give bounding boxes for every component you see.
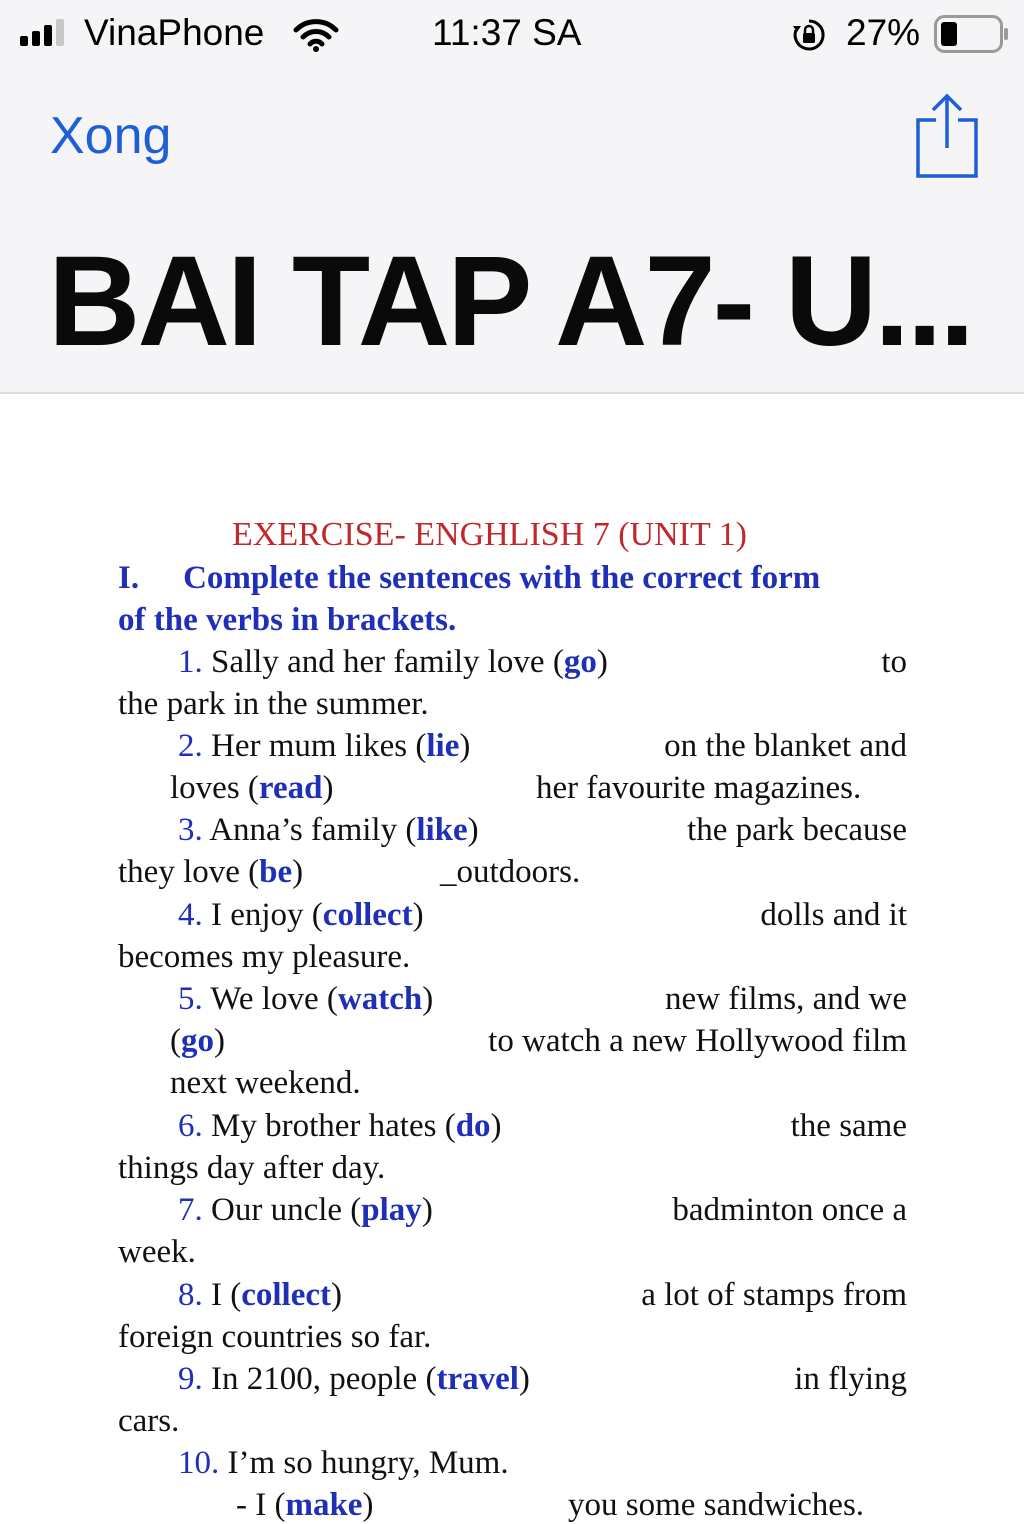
item-continuation: to bbox=[881, 644, 907, 680]
item-prompt: I’m so hungry, Mum. bbox=[227, 1445, 509, 1481]
exercise-item bbox=[178, 644, 608, 681]
item-continuation: dolls and it bbox=[760, 897, 907, 933]
verb-hint: play bbox=[361, 1192, 422, 1228]
exercise-item bbox=[178, 1361, 530, 1398]
item-bracket: ) bbox=[459, 728, 471, 764]
item-number: 8. bbox=[178, 1277, 203, 1313]
item-number: 10. bbox=[178, 1445, 220, 1481]
item-continuation: badminton once a bbox=[672, 1192, 907, 1228]
item-prompt: loves ( bbox=[170, 770, 259, 806]
item-number: 7. bbox=[178, 1192, 203, 1228]
item-continuation: to watch a new Hollywood film bbox=[488, 1023, 907, 1059]
exercise-title: EXERCISE- ENGHLISH 7 (UNIT 1) bbox=[232, 516, 747, 553]
exercise-item bbox=[178, 1192, 433, 1229]
item-bracket: ) bbox=[490, 1108, 502, 1144]
verb-hint: go bbox=[563, 644, 597, 680]
section-heading-line2: of the verbs in brackets. bbox=[118, 602, 457, 638]
exercise-item bbox=[178, 981, 433, 1018]
item-continuation: the park because bbox=[687, 812, 907, 848]
item-continuation: on the blanket and bbox=[664, 728, 907, 764]
verb-hint: do bbox=[455, 1108, 491, 1144]
item-continuation: the same bbox=[790, 1108, 907, 1144]
exercise-item bbox=[178, 897, 424, 934]
item-line-2 bbox=[170, 770, 333, 807]
item-bracket: ) bbox=[322, 770, 334, 806]
item-continuation: her favourite magazines. bbox=[536, 770, 862, 806]
share-icon[interactable] bbox=[914, 92, 980, 180]
item-bracket: ) bbox=[421, 1192, 433, 1228]
item-number: 1. bbox=[178, 644, 203, 680]
item-line-2: week. bbox=[118, 1234, 196, 1270]
item-prompt: they love ( bbox=[118, 854, 260, 890]
item-prompt: I ( bbox=[211, 1277, 242, 1313]
item-bracket: ) bbox=[467, 812, 479, 848]
done-button[interactable]: Xong bbox=[50, 107, 172, 165]
item-prompt: I enjoy ( bbox=[211, 897, 323, 933]
item-line-2 bbox=[170, 1023, 225, 1060]
item-prompt: Sally and her family love ( bbox=[211, 644, 564, 680]
exercise-item bbox=[178, 1108, 502, 1145]
item-prompt: My brother hates ( bbox=[211, 1108, 456, 1144]
verb-hint: lie bbox=[426, 728, 460, 764]
item-bracket: ) bbox=[518, 1361, 530, 1397]
item-continuation: _outdoors. bbox=[440, 854, 581, 890]
exercise-item bbox=[178, 1445, 509, 1482]
wifi-icon bbox=[292, 18, 340, 52]
item-line-2: cars. bbox=[118, 1403, 180, 1439]
verb-hint: watch bbox=[337, 981, 423, 1017]
item-line-2 bbox=[118, 854, 303, 891]
item-bracket: ) bbox=[331, 1277, 343, 1313]
verb-hint: read bbox=[258, 770, 323, 806]
item-bracket: ) bbox=[214, 1023, 225, 1059]
item-number: 9. bbox=[178, 1361, 203, 1397]
item-continuation: new films, and we bbox=[665, 981, 907, 1017]
signal-icon bbox=[20, 18, 68, 48]
item-bracket: ) bbox=[412, 897, 424, 933]
verb-hint: collect bbox=[322, 897, 413, 933]
item-prompt: ( bbox=[170, 1023, 181, 1059]
item-prompt: Our uncle ( bbox=[211, 1192, 362, 1228]
exercise-item bbox=[178, 1277, 342, 1314]
exercise-item bbox=[178, 728, 470, 765]
clock: 11:37 SA bbox=[432, 12, 582, 53]
item-bracket: ) bbox=[292, 854, 304, 890]
item-line-2: the park in the summer. bbox=[118, 686, 429, 722]
item-number: 6. bbox=[178, 1108, 203, 1144]
item-prompt: Her mum likes ( bbox=[211, 728, 427, 764]
verb-hint: go bbox=[181, 1023, 214, 1059]
battery-icon bbox=[934, 15, 1010, 53]
carrier-name: VinaPhone bbox=[84, 12, 265, 53]
item-line-3: next weekend. bbox=[170, 1065, 361, 1101]
battery-percent: 27% bbox=[846, 12, 921, 53]
item-bracket: ) bbox=[422, 981, 434, 1017]
exercise-item bbox=[178, 812, 479, 849]
item-line-2: foreign countries so far. bbox=[118, 1319, 432, 1355]
item-line-2 bbox=[236, 1487, 373, 1524]
rotation-lock-icon bbox=[792, 18, 826, 52]
item-number: 5. bbox=[178, 981, 203, 1017]
verb-hint: like bbox=[416, 812, 468, 848]
item-number: 2. bbox=[178, 728, 203, 764]
item-line-2: becomes my pleasure. bbox=[118, 939, 411, 975]
section-number: I. bbox=[118, 560, 140, 596]
item-bracket: ) bbox=[596, 644, 608, 680]
status-bar bbox=[0, 0, 1024, 70]
verb-hint: travel bbox=[436, 1361, 519, 1397]
item-continuation: a lot of stamps from bbox=[641, 1277, 907, 1313]
item-prompt: Anna’s family ( bbox=[209, 812, 417, 848]
item-prompt: In 2100, people ( bbox=[211, 1361, 437, 1397]
item-bracket: ) bbox=[362, 1487, 374, 1523]
item-line-2: things day after day. bbox=[118, 1150, 386, 1186]
item-continuation: you some sandwiches. bbox=[568, 1487, 865, 1523]
item-continuation: in flying bbox=[794, 1361, 907, 1397]
section-instruction: Complete the sentences with the correct form bbox=[183, 560, 821, 596]
verb-hint: collect bbox=[241, 1277, 332, 1313]
document-title: BAI TAP A7- U... bbox=[48, 230, 972, 373]
section-heading bbox=[118, 560, 820, 597]
item-number: 3. bbox=[178, 812, 203, 848]
verb-hint: be bbox=[259, 854, 293, 890]
verb-hint: make bbox=[285, 1487, 363, 1523]
item-number: 4. bbox=[178, 897, 203, 933]
document-header bbox=[0, 0, 1024, 394]
item-prompt: - I ( bbox=[236, 1487, 286, 1523]
item-prompt: We love ( bbox=[210, 981, 338, 1017]
